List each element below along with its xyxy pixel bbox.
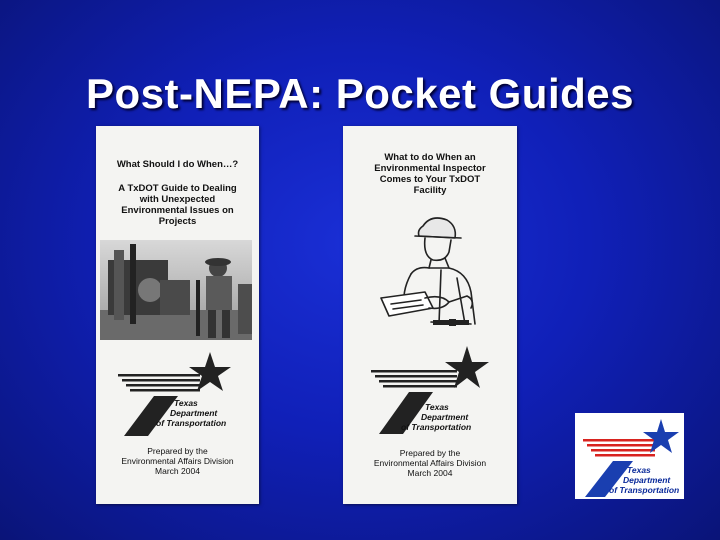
inspector-illustration bbox=[371, 212, 491, 332]
guide-subtitle bbox=[96, 183, 259, 227]
txdot-logo-text bbox=[609, 465, 680, 495]
slide-title: Post-NEPA: Pocket Guides bbox=[86, 70, 634, 117]
logo-line: Department bbox=[170, 408, 218, 418]
drilling-crew-photo bbox=[100, 240, 252, 340]
logo-line: Texas bbox=[627, 465, 651, 475]
prepared-line: March 2004 bbox=[407, 468, 453, 478]
prepared-line: Prepared by the bbox=[147, 446, 208, 456]
logo-line: Department bbox=[421, 412, 469, 422]
subtitle-line: with Unexpected bbox=[139, 194, 216, 205]
logo-line: Texas bbox=[174, 398, 198, 408]
txdot-logo-text bbox=[401, 402, 472, 432]
prepared-line: Environmental Affairs Division bbox=[373, 458, 487, 468]
pocket-guide-inspector bbox=[343, 126, 517, 504]
guide-prepared-by bbox=[96, 446, 259, 476]
pocket-guide-unexpected-issues bbox=[96, 126, 259, 504]
logo-line: Texas bbox=[425, 402, 449, 412]
guide-prepared-by bbox=[343, 448, 517, 478]
prepared-line: Environmental Affairs Division bbox=[121, 456, 234, 466]
heading-line: Environmental Inspector bbox=[374, 163, 486, 174]
subtitle-line: Projects bbox=[158, 216, 197, 227]
logo-line: of Transportation bbox=[156, 418, 227, 428]
subtitle-line: Environmental Issues on bbox=[121, 205, 234, 216]
prepared-line: March 2004 bbox=[155, 466, 200, 476]
txdot-logo-text bbox=[156, 398, 227, 428]
subtitle-line: A TxDOT Guide to Dealing bbox=[118, 183, 237, 194]
guide-heading: What Should I do When…? bbox=[116, 159, 239, 170]
logo-line: of Transportation bbox=[609, 485, 680, 495]
prepared-line: Prepared by the bbox=[399, 448, 461, 458]
heading-line: Facility bbox=[413, 185, 447, 196]
logo-line: Department bbox=[623, 475, 671, 485]
txdot-corner-logo bbox=[575, 413, 684, 499]
heading-line: What to do When an bbox=[384, 152, 476, 163]
heading-line: Comes to Your TxDOT bbox=[379, 174, 481, 185]
logo-line: of Transportation bbox=[401, 422, 472, 432]
guide-heading bbox=[343, 152, 517, 196]
